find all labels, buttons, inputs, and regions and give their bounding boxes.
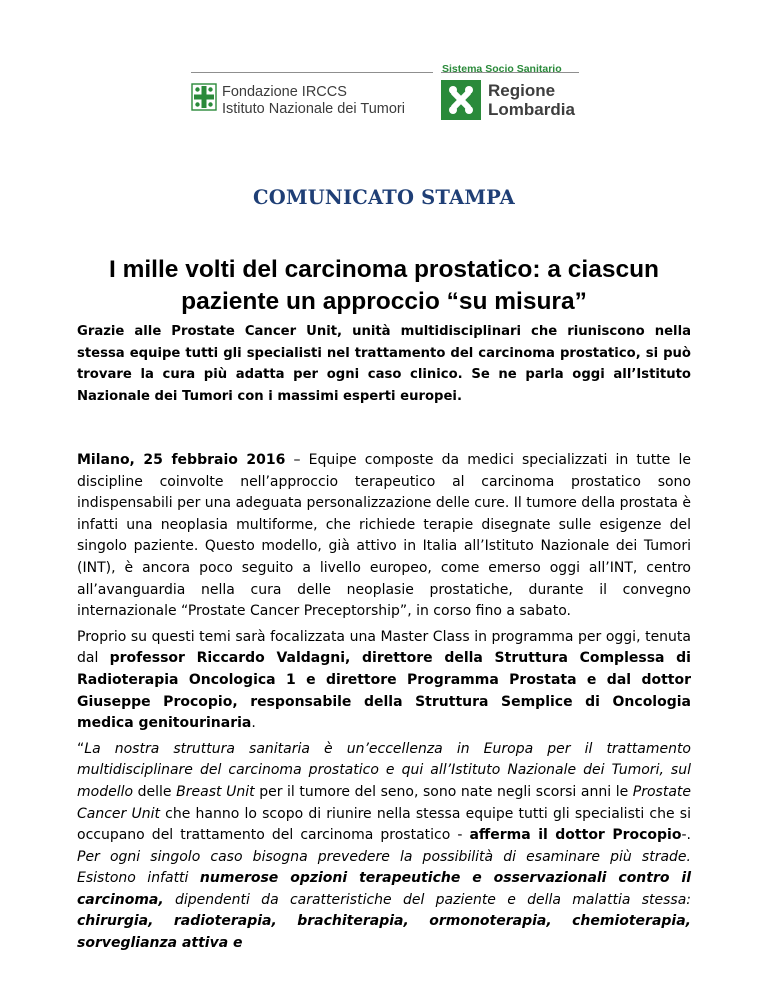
headline-line2: paziente un approccio “su misura”	[181, 288, 587, 315]
quote-open: “	[77, 740, 85, 757]
regione-line1: Regione	[488, 81, 556, 100]
regione-lombardia-logo-icon	[441, 80, 481, 120]
paragraph-2-text: Proprio su questi temi sarà focalizzata una Master Class in programma per oggi, tenuta dal	[77, 628, 691, 667]
quote-text: La nostra struttura sanitaria è un’eccellenza in Europa per il trattamento multidisciplinare del carcinoma prostatico e qui all’Istituto Nazionale dei Tumori, sul modello	[77, 740, 691, 800]
subheadline: Grazie alle Prostate Cancer Unit, unità multidisciplinari che riuniscono nella stessa equipe tutti gli specialisti nel trattamento del carcinoma prostatico, si può trovare la cura più adatta per ogni caso clinico. Se ne parla oggi all’Istituto Nazionale dei Tumori con i massimi esperti europei.	[77, 324, 691, 404]
paragraph-2-end: .	[251, 715, 256, 732]
paragraph-1-text: – Equipe composte da medici specializzati in tutte le discipline coinvolte nell’approccio terapeutico al carcinoma prostatico sono indispensabili per una adeguata personalizzazione delle cure. Il tumore della prostata è infatti una neoplasia multiforme, che richiede terapie disegnate sulle esigenze del singolo paziente. Questo modello, già attivo in Italia all’Istituto Nazionale dei Tumori (INT), è ancora poco seguito a livello europeo, come emerso oggi all’INT, centro all’avanguardia nella cura delle neoplasie prostatiche, durante il convegno internazionale “Prostate Cancer Preceptorship”, in corso fino a sabato.	[77, 452, 691, 620]
prostate-cancer-unit-term: Prostate Cancer Unit	[77, 783, 692, 822]
regione-line2: Lombardia	[488, 100, 575, 119]
header-divider-left	[191, 72, 433, 73]
int-name-line1: Fondazione IRCCS	[222, 84, 347, 100]
speakers: professor Riccardo Valdagni, direttore della Struttura Complessa di Radioterapia Oncologica 1 e direttore Programma Prostata e dal dottor Giuseppe Procopio, responsabile della Struttura Semplice di Oncologia medica genitourinaria	[77, 650, 691, 732]
article-body	[77, 450, 691, 959]
int-logo-icon	[191, 83, 217, 111]
int-name	[222, 84, 405, 118]
therapy-list-emphasis: chirurgia, radioterapia, brachiterapia, ormonoterapia, chemioterapia, sorveglianza attiva e	[77, 913, 691, 952]
press-release-label: COMUNICATO STAMPA	[253, 186, 515, 209]
paragraph-1	[77, 450, 691, 623]
sistema-socio-sanitario-label: Sistema Socio Sanitario	[442, 63, 562, 75]
headline-line1: I mille volti del carcinoma prostatico: a ciascun	[108, 256, 660, 283]
quote-text: dipendenti da caratteristiche del paziente e della malattia stessa:	[163, 891, 691, 908]
quote-text: che hanno lo scopo di riunire nella stessa equipe tutti gli specialisti che si occupano del trattamento del carcinoma prostatico -	[77, 805, 691, 844]
headline	[60, 254, 708, 318]
letterhead	[0, 0, 768, 130]
dateline: Milano, 25 febbraio 2016	[77, 452, 286, 468]
attribution: afferma il dottor Procopio	[469, 827, 682, 844]
quote-text: delle	[137, 783, 177, 800]
paragraph-3-quote	[77, 739, 691, 955]
int-name-line2: Istituto Nazionale dei Tumori	[222, 101, 405, 117]
regione-lombardia-name	[488, 81, 575, 119]
quote-text: per il tumore del seno, sono nate negli scorsi anni le	[254, 783, 633, 800]
therapy-options-emphasis: numerose opzioni terapeutiche e osservazionali contro il carcinoma,	[77, 870, 691, 908]
breast-unit-term: Breast Unit	[176, 783, 255, 800]
quote-text: -.	[681, 827, 691, 844]
quote-text: Per ogni singolo caso bisogna prevedere la possibilità di esaminare più strade. Esistono infatti	[77, 848, 691, 887]
paragraph-2	[77, 627, 691, 735]
